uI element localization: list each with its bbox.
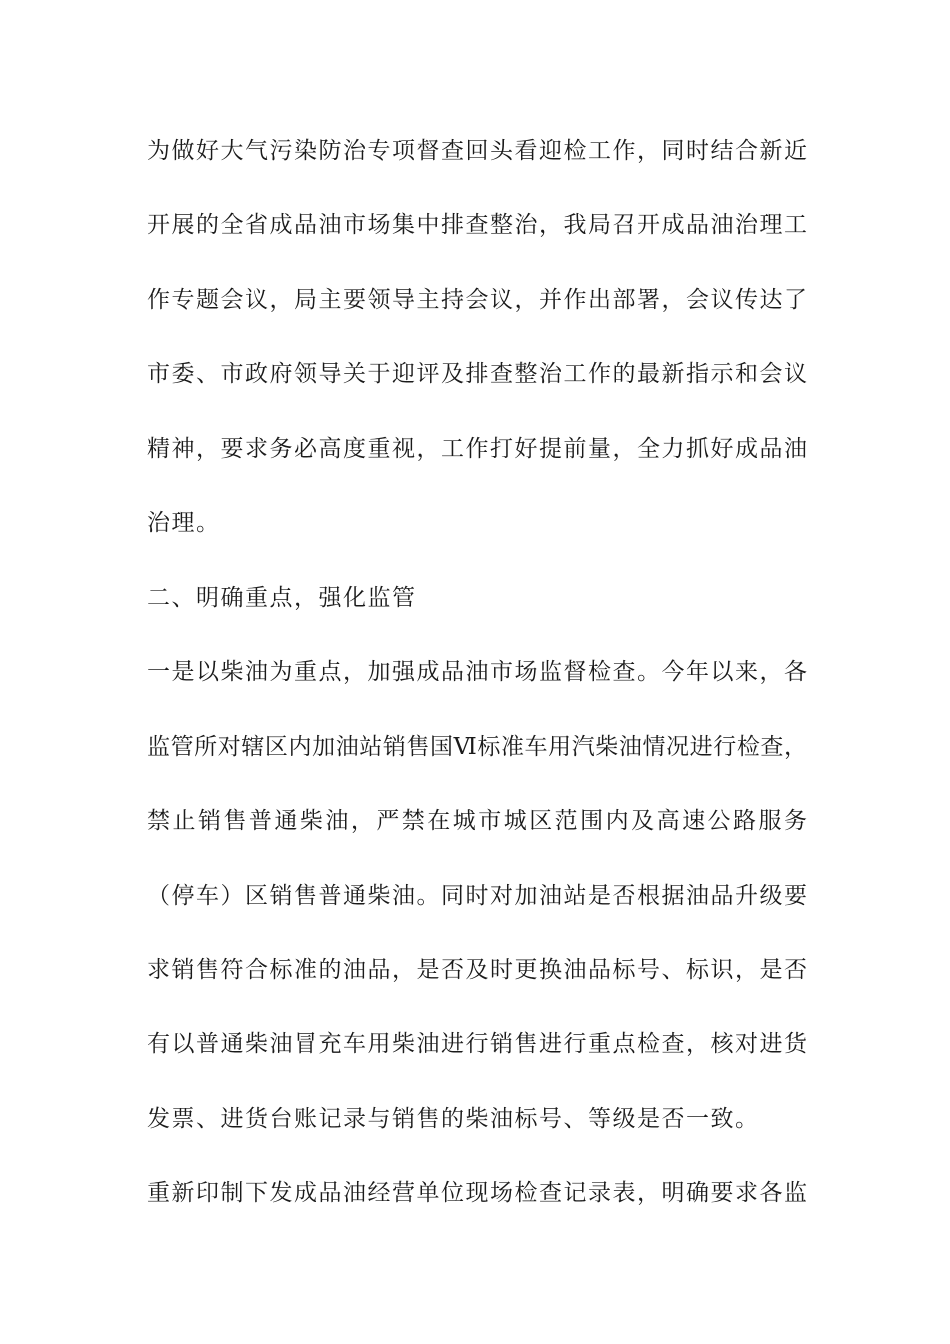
section-heading: 二、明确重点，强化监管 <box>147 585 417 611</box>
paragraph-line: 监管所对辖区内加油站销售国Ⅵ标准车用汽柴油情况进行检查， <box>147 734 807 760</box>
paragraph-line: 发票、进货台账记录与销售的柴油标号、等级是否一致。 <box>147 1106 760 1132</box>
paragraph-line: 治理。 <box>147 510 221 536</box>
paragraph-line: （停车）区销售普通柴油。同时对加油站是否根据油品升级要 <box>147 883 807 909</box>
paragraph-line: 有以普通柴油冒充车用柴油进行销售进行重点检查，核对进货 <box>147 1031 807 1057</box>
paragraph-line: 作专题会议，局主要领导主持会议，并作出部署，会议传达了 <box>147 287 807 313</box>
paragraph-line: 开展的全省成品油市场集中排查整治，我局召开成品油治理工 <box>147 212 807 238</box>
paragraph-line: 为做好大气污染防治专项督查回头看迎检工作，同时结合新近 <box>147 138 807 164</box>
paragraph-line: 禁止销售普通柴油，严禁在城市城区范围内及高速公路服务 <box>147 808 807 834</box>
paragraph-line: 市委、市政府领导关于迎评及排查整治工作的最新指示和会议 <box>147 361 807 387</box>
paragraph-line: 求销售符合标准的油品，是否及时更换油品标号、标识，是否 <box>147 957 807 983</box>
paragraph-line: 精神，要求务必高度重视，工作打好提前量，全力抓好成品油 <box>147 436 807 462</box>
paragraph-line: 一是以柴油为重点，加强成品油市场监督检查。今年以来，各 <box>147 659 807 685</box>
paragraph-line: 重新印制下发成品油经营单位现场检查记录表，明确要求各监 <box>147 1180 807 1206</box>
